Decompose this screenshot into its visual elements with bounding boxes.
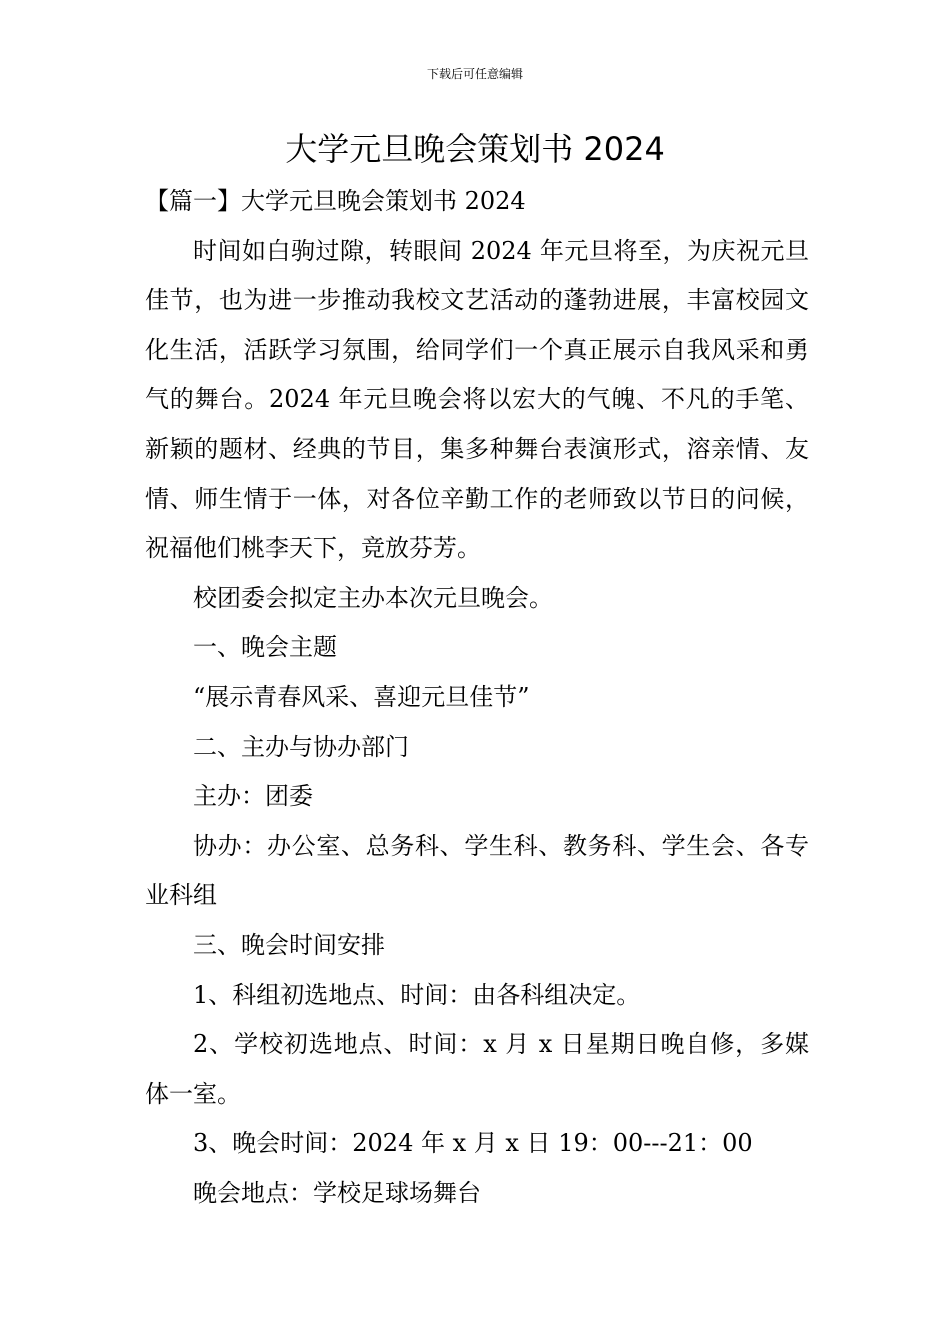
departments-heading: 二、主办与协办部门 xyxy=(193,732,409,761)
organizer-note: 校团委会拟定主办本次元旦晚会。 xyxy=(193,583,553,612)
schedule-item-3: 3、晚会时间：2024 年 x 月 x 日 19：00---21：00 xyxy=(193,1129,753,1158)
document-title: 大学元旦晚会策划书 2024 xyxy=(285,130,665,168)
theme-text: “展示青春风采、喜迎元旦佳节” xyxy=(193,682,530,711)
host-text: 主办：团委 xyxy=(193,782,313,811)
intro-paragraph: 时间如白驹过隙，转眼间 2024 年元旦将至，为庆祝元旦佳节，也为进一步推动我校文艺活动的蓬勃进展，丰富校园文化生活，活跃学习氛围，给同学们一个真正展示自我风采和勇气的舞台。2024 年元旦晚会将以宏大的气魄、不凡的手笔、新颖的题材、经典的节目，集多种舞台表演形式，溶亲情、友情、师生情于一体，对各位辛勤工作的老师致以节日的问候，祝福他们桃李天下，竞放芬芳。 xyxy=(145,236,809,563)
schedule-heading: 三、晚会时间安排 xyxy=(193,930,385,959)
schedule-item-2: 2、学校初选地点、时间：x 月 x 日星期日晚自修，多媒体一室。 xyxy=(145,1030,809,1108)
theme-heading: 一、晚会主题 xyxy=(193,633,337,662)
section-heading: 【篇一】大学元旦晚会策划书 2024 xyxy=(145,187,526,215)
co-host-text: 协办：办公室、总务科、学生科、教务科、学生会、各专业科组 xyxy=(145,831,809,910)
schedule-item-1: 1、科组初选地点、时间：由各科组决定。 xyxy=(193,980,641,1009)
document-body xyxy=(145,177,809,1218)
venue-text: 晚会地点：学校足球场舞台 xyxy=(193,1178,481,1207)
header-note: 下载后可任意编辑 xyxy=(426,67,523,81)
